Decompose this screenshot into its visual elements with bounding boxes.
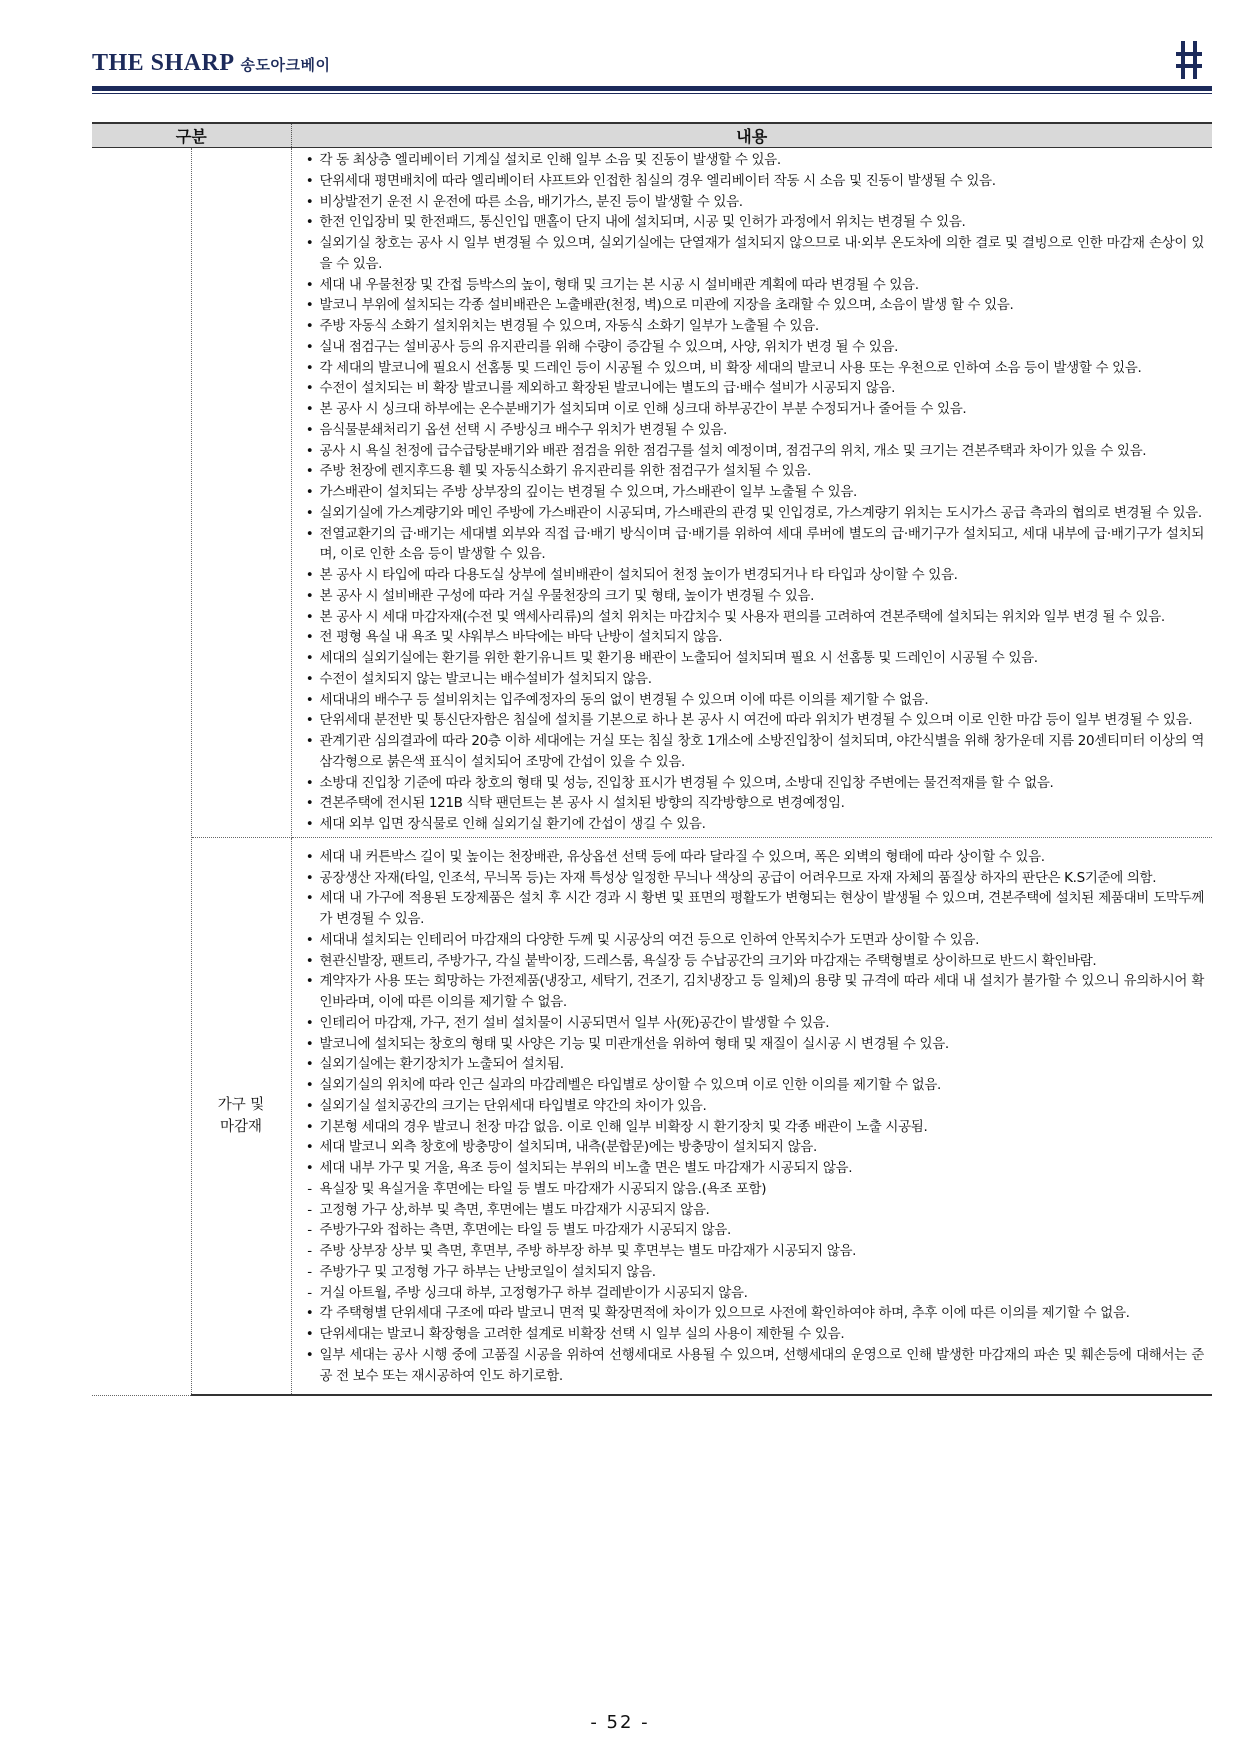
item-text: 세대 내부 가구 및 거울, 욕조 등이 설치되는 부위의 비노출 면은 별도 마감재가 시공되지 않음.: [319, 1160, 853, 1176]
list-item: [302, 1137, 1205, 1158]
sub-list-item: [302, 1220, 1205, 1241]
bullet-marker: •: [305, 1160, 314, 1176]
sub-list-item: [302, 1283, 1205, 1304]
list-item: [302, 171, 1205, 192]
table-row-section-1: [92, 148, 1212, 838]
item-text: 주방 천장에 렌지후드용 휀 및 자동식소화기 유지관리를 위한 점검구가 설치될 수 있음.: [319, 463, 811, 480]
list-item: [302, 503, 1205, 524]
bullet-marker: •: [305, 297, 314, 314]
list-item: [302, 1324, 1205, 1345]
item-text: 세대의 실외기실에는 환기를 위한 환기유니트 및 환기용 배관이 노출되어 설치되며 필요 시 선홈통 및 드레인이 시공될 수 있음.: [319, 650, 1038, 666]
page-number: - 52 -: [590, 1712, 650, 1733]
bullet-marker: •: [305, 484, 314, 500]
bullet-marker: •: [305, 952, 314, 969]
item-text: 단위세대 분전반 및 통신단자함은 침실에 설치를 기본으로 하나 본 공사 시 여건에 따라 위치가 변경될 수 있으며 이로 인한 마감 등이 일부 변경될 수 있음.: [319, 712, 1193, 729]
list-item: [302, 441, 1205, 462]
bullet-marker: •: [305, 567, 314, 583]
list-item: [302, 482, 1205, 503]
list-item: [302, 1075, 1205, 1096]
item-text: 관계기관 심의결과에 따라 20층 이하 세대에는 거실 또는 침실 창호 1개소에 소방진입창이 설치되며, 야간식별을 위해 창가운데 지름 20센티미터 이상의 역삼각형으로 붉은색 표식이 설치되어 조망에 간섭이 있을 수 있음.: [319, 733, 1205, 770]
subcategory-label: 가구 및 마감재: [217, 1097, 265, 1135]
bullet-marker: •: [305, 172, 314, 189]
list-item: [302, 648, 1205, 669]
item-text: 세대 발코니 외측 창호에 방충망이 설치되며, 내측(분합문)에는 방충망이 설치되지 않음.: [319, 1139, 817, 1156]
item-text: 발코니 부위에 설치되는 각종 설비배관은 노출배관(천정, 벽)으로 미관에 지장을 초래할 수 있으며, 소음이 발생 할 수 있음.: [319, 297, 1014, 314]
item-text: 주방가구와 접하는 측면, 후면에는 타일 등 별도 마감재가 시공되지 않음.: [319, 1222, 731, 1239]
bullet-marker: •: [305, 442, 314, 459]
page-header: [92, 38, 1220, 90]
bullet-marker: •: [305, 318, 314, 334]
bullet-marker: •: [305, 691, 314, 708]
header-rule-thin: [92, 93, 1212, 94]
bullet-marker: •: [305, 359, 314, 376]
brand-name: THE SHARP: [92, 50, 235, 76]
bullet-marker: •: [305, 629, 314, 646]
item-text: 수전이 설치되지 않는 발코니는 배수설비가 설치되지 않음.: [319, 670, 652, 687]
bullet-marker: •: [305, 931, 314, 948]
bullet-marker: •: [305, 848, 314, 865]
item-text: 발코니에 설치되는 창호의 형태 및 사양은 기능 및 미관개선을 위하여 형태 및 재질이 실시공 시 변경될 수 있음.: [319, 1035, 949, 1052]
brand-logo-text: [92, 50, 330, 77]
list-item: [302, 1117, 1205, 1138]
item-text: 주방 자동식 소화기 설치위치는 변경될 수 있으며, 자동식 소화기 일부가 노출될 수 있음.: [319, 318, 819, 334]
dash-marker: -: [307, 1180, 312, 1197]
bullet-marker: •: [305, 421, 314, 438]
item-text: 실외기실 창호는 공사 시 일부 변경될 수 있으며, 실외기실에는 단열재가 설치되지 않으므로 내·외부 온도차에 의한 결로 및 결빙으로 인한 마감재 손상이 있을 수 있음.: [319, 235, 1205, 272]
list-item: [302, 793, 1205, 814]
list-item: [302, 524, 1205, 566]
bullet-marker: •: [305, 712, 314, 729]
item-text: 주방 상부장 상부 및 측면, 후면부, 주방 하부장 하부 및 후면부는 별도 마감재가 시공되지 않음.: [319, 1243, 857, 1259]
bullet-marker: •: [305, 587, 314, 604]
list-item: [302, 847, 1205, 868]
bullet-marker: •: [305, 890, 314, 907]
bullet-marker: •: [305, 795, 314, 812]
list-item: [302, 358, 1205, 379]
list-item: [302, 1158, 1205, 1179]
bullet-marker: •: [305, 235, 314, 251]
bullet-marker: •: [305, 1118, 314, 1135]
item-text: 실외기실에 가스계량기와 메인 주방에 가스배관이 시공되며, 가스배관의 관경 및 인입경로, 가스계량기 위치는 도시가스 공급 측과의 협의로 변경될 수 있음.: [319, 504, 1202, 521]
bullet-marker: •: [305, 1305, 314, 1322]
list-item: [302, 233, 1205, 275]
item-list: [292, 838, 1213, 1395]
bullet-marker: •: [305, 816, 314, 832]
dash-marker: -: [307, 1201, 312, 1218]
bullet-marker: •: [305, 1346, 314, 1363]
item-text: 각 주택형별 단위세대 구조에 따라 발코니 면적 및 확장면적에 차이가 있으므로 사전에 확인하여야 하며, 추후 이에 따른 이의를 제기할 수 없음.: [319, 1305, 1130, 1322]
item-text: 공사 시 욕실 천정에 급수급탕분배기와 배관 점검을 위한 점검구를 설치 예정이며, 점검구의 위치, 개소 및 크기는 견본주택과 차이가 있을 수 있음.: [319, 442, 1147, 459]
item-text: 실외기실 설치공간의 크기는 단위세대 타입별로 약간의 차이가 있음.: [319, 1097, 707, 1114]
item-text: 세대내 설치되는 인테리어 마감재의 다양한 두께 및 시공상의 여건 등으로 인하여 안목치수가 도면과 상이할 수 있음.: [319, 931, 980, 948]
list-item: [302, 773, 1205, 794]
subcategory-cell-2: [191, 837, 291, 1395]
bullet-marker: •: [305, 1326, 314, 1342]
bullet-marker: •: [305, 276, 314, 293]
bullet-marker: •: [305, 380, 314, 397]
item-text: 가스배관이 설치되는 주방 상부장의 깊이는 변경될 수 있으며, 가스배관이 일부 노출될 수 있음.: [319, 484, 857, 500]
list-item: [302, 1054, 1205, 1075]
bullet-marker: •: [305, 1014, 314, 1031]
item-text: 전 평형 욕실 내 욕조 및 샤워부스 바닥에는 바닥 난방이 설치되지 않음.: [319, 629, 723, 646]
list-item: [302, 275, 1205, 296]
list-item: [302, 1013, 1205, 1034]
item-text: 거실 아트월, 주방 싱크대 하부, 고정형가구 하부 걸레받이가 시공되지 않음.: [319, 1284, 748, 1301]
item-text: 고정형 가구 상,하부 및 측면, 후면에는 별도 마감재가 시공되지 않음.: [319, 1201, 710, 1218]
item-text: 공장생산 자재(타일, 인조석, 무늬목 등)는 자재 특성상 일정한 무늬나 색상의 공급이 어려우므로 자재 자체의 품질상 하자의 판단은 K.S기준에 의함.: [319, 869, 1157, 886]
list-item: [302, 316, 1205, 337]
item-text: 일부 세대는 공사 시행 중에 고품질 시공을 위하여 선행세대로 사용될 수 있으며, 선행세대의 운영으로 인해 발생한 마감재의 파손 및 훼손등에 대해서는 준공 전 보수 또는 재시공하여 인도 하기로함.: [319, 1346, 1205, 1384]
list-item: [302, 888, 1205, 930]
list-item: [302, 690, 1205, 711]
item-text: 견본주택에 전시된 121B 식탁 팬던트는 본 공사 시 설치된 방향의 직각방향으로 변경예정임.: [319, 795, 845, 812]
bullet-marker: •: [305, 152, 314, 168]
list-item: [302, 1345, 1205, 1387]
bullet-marker: •: [305, 973, 314, 990]
bullet-marker: •: [305, 401, 314, 417]
dash-marker: -: [307, 1222, 312, 1239]
bullet-marker: •: [305, 869, 314, 886]
sub-list-item: [302, 1179, 1205, 1200]
bullet-marker: •: [305, 193, 314, 210]
dash-marker: -: [307, 1284, 312, 1301]
header-content: 내용: [291, 123, 1212, 148]
bullet-marker: •: [305, 1035, 314, 1052]
list-item: [302, 378, 1205, 399]
item-text: 세대 내 가구에 적용된 도장제품은 설치 후 시간 경과 시 황변 및 표면의 평활도가 변형되는 현상이 발생될 수 있으며, 견본주택에 설치된 제품대비 도막두께가 변경될 수 있음.: [319, 890, 1205, 927]
list-item: [302, 399, 1205, 420]
list-item: [302, 731, 1205, 773]
item-text: 본 공사 시 타입에 따라 다용도실 상부에 설비배관이 설치되어 천정 높이가 변경되거나 타 타입과 상이할 수 있음.: [319, 567, 958, 583]
list-item: [302, 1096, 1205, 1117]
bullet-marker: •: [305, 733, 314, 749]
sharp-logo-icon: [1162, 32, 1216, 88]
list-item: [302, 607, 1205, 628]
item-list: [292, 148, 1213, 837]
item-text: 본 공사 시 설비배관 구성에 따라 거실 우물천장의 크기 및 형태, 높이가 변경될 수 있음.: [319, 587, 815, 604]
bullet-marker: •: [305, 774, 314, 791]
brand-subtitle: 송도아크베이: [240, 56, 331, 74]
list-item: [302, 420, 1205, 441]
list-item: [302, 192, 1205, 213]
list-item: [302, 669, 1205, 690]
subcategory-cell-1: [191, 148, 291, 838]
bullet-marker: •: [305, 1056, 314, 1073]
content-cell-1: [291, 148, 1212, 838]
header-rule: [92, 86, 1212, 91]
sub-list-item: [302, 1262, 1205, 1283]
table-header-row: [92, 123, 1212, 148]
item-text: 세대 내 커튼박스 길이 및 높이는 천장배관, 유상옵션 선택 등에 따라 달라질 수 있으며, 폭은 외벽의 형태에 따라 상이할 수 있음.: [319, 848, 1045, 865]
item-text: 세대 외부 입면 장식물로 인해 실외기실 환기에 간섭이 생길 수 있음.: [319, 816, 706, 832]
list-item: [302, 295, 1205, 316]
item-text: 실외기실의 위치에 따라 인근 실과의 마감레벨은 타입별로 상이할 수 있으며 이로 인한 이의를 제기할 수 없음.: [319, 1077, 941, 1093]
bullet-marker: •: [305, 338, 314, 355]
item-text: 단위세대는 발코니 확장형을 고려한 설계로 비확장 선택 시 일부 실의 사용이 제한될 수 있음.: [319, 1326, 845, 1342]
item-text: 비상발전기 운전 시 운전에 따른 소음, 배기가스, 분진 등이 발생할 수 있음.: [319, 193, 743, 210]
bullet-marker: •: [305, 650, 314, 666]
item-text: 단위세대 평면배치에 따라 엘리베이터 샤프트와 인접한 침실의 경우 엘리베이터 작동 시 소음 및 진동이 발생될 수 있음.: [319, 172, 996, 189]
list-item: [302, 951, 1205, 972]
item-text: 세대 내 우물천장 및 간접 등박스의 높이, 형태 및 크기는 본 시공 시 설비배관 계획에 따라 변경될 수 있음.: [319, 276, 919, 293]
dash-marker: -: [307, 1243, 312, 1259]
bullet-marker: •: [305, 1077, 314, 1093]
list-item: [302, 586, 1205, 607]
item-text: 실외기실에는 환기장치가 노출되어 설치됨.: [319, 1056, 564, 1073]
notice-table: [92, 122, 1212, 1396]
list-item: [302, 710, 1205, 731]
list-item: [302, 212, 1205, 233]
list-item: [302, 461, 1205, 482]
list-item: [302, 868, 1205, 889]
sub-list-item: [302, 1200, 1205, 1221]
list-item: [302, 627, 1205, 648]
item-text: 기본형 세대의 경우 발코니 천장 마감 없음. 이로 인해 일부 비확장 시 환기장치 및 각종 배관이 노출 시공됨.: [319, 1118, 928, 1135]
item-text: 전열교환기의 급·배기는 세대별 외부와 직접 급·배기 방식이며 급·배기를 위하여 세대 루버에 별도의 급·배기구가 설치되고, 세대 내부에 급·배기구가 설치되며, 이로 인한 소음 등이 발생할 수 있음.: [319, 525, 1205, 563]
item-text: 한전 인입장비 및 한전패드, 통신인입 맨홀이 단지 내에 설치되며, 시공 및 인허가 과정에서 위치는 변경될 수 있음.: [319, 214, 966, 231]
bullet-marker: •: [305, 1097, 314, 1114]
list-item: [302, 150, 1205, 171]
item-text: 본 공사 시 싱크대 하부에는 온수분배기가 설치되며 이로 인해 싱크대 하부공간이 부분 수정되거나 줄어들 수 있음.: [319, 401, 967, 417]
item-text: 주방가구 및 고정형 가구 하부는 난방코일이 설치되지 않음.: [319, 1263, 656, 1280]
item-text: 실내 점검구는 설비공사 등의 유지관리를 위해 수량이 증감될 수 있으며, 사양, 위치가 변경 될 수 있음.: [319, 338, 899, 355]
bullet-marker: •: [305, 504, 314, 521]
bullet-marker: •: [305, 608, 314, 625]
list-item: [302, 337, 1205, 358]
list-item: [302, 1303, 1205, 1324]
item-text: 수전이 설치되는 비 확장 발코니를 제외하고 확장된 발코니에는 별도의 급·배수 설비가 시공되지 않음.: [319, 380, 896, 397]
dash-marker: -: [307, 1263, 312, 1280]
item-text: 욕실장 및 욕실거울 후면에는 타일 등 별도 마감재가 시공되지 않음.(욕조 포함): [319, 1180, 767, 1197]
item-text: 각 세대의 발코니에 필요시 선홈통 및 드레인 등이 시공될 수 있으며, 비 확장 세대의 발코니 사용 또는 우천으로 인하여 소음 등이 발생할 수 있음.: [319, 359, 1142, 376]
list-item: [302, 814, 1205, 835]
bullet-marker: •: [305, 463, 314, 480]
item-text: 본 공사 시 세대 마감자재(수전 및 액세사리류)의 설치 위치는 마감치수 및 사용자 편의를 고려하여 견본주택에 설치되는 위치와 일부 변경 될 수 있음.: [319, 608, 1165, 625]
table-row-section-2: [92, 837, 1212, 1395]
item-text: 인테리어 마감재, 가구, 전기 설비 설치물이 시공되면서 일부 사(死)공간이 발생할 수 있음.: [319, 1014, 830, 1031]
item-text: 세대내의 배수구 등 설비위치는 입주예정자의 동의 없이 변경될 수 있으며 이에 따른 이의를 제기할 수 없음.: [319, 691, 929, 708]
list-item: [302, 1034, 1205, 1055]
item-text: 현관신발장, 팬트리, 주방가구, 각실 붙박이장, 드레스룸, 욕실장 등 수납공간의 크기와 마감재는 주택형별로 상이하므로 반드시 확인바람.: [319, 952, 1097, 969]
list-item: [302, 930, 1205, 951]
bullet-marker: •: [305, 214, 314, 231]
category-group-cell: [92, 148, 191, 1396]
item-text: 소방대 진입창 기준에 따라 창호의 형태 및 성능, 진입창 표시가 변경될 수 있으며, 소방대 진입창 주변에는 물건적재를 할 수 없음.: [319, 774, 1054, 791]
bullet-marker: •: [305, 1139, 314, 1156]
header-category: 구분: [92, 123, 291, 148]
list-item: [302, 971, 1205, 1013]
sub-list-item: [302, 1241, 1205, 1262]
list-item: [302, 565, 1205, 586]
bullet-marker: •: [305, 525, 314, 542]
item-text: 계약자가 사용 또는 희망하는 가전제품(냉장고, 세탁기, 건조기, 김치냉장고 등 일체)의 용량 및 규격에 따라 세대 내 설치가 불가할 수 있으니 유의하시어 확인바라며, 이에 따른 이의를 제기할 수 없음.: [319, 973, 1205, 1010]
item-text: 음식물분쇄처리기 옵션 선택 시 주방싱크 배수구 위치가 변경될 수 있음.: [319, 421, 727, 438]
bullet-marker: •: [305, 670, 314, 687]
content-cell-2: [291, 837, 1212, 1395]
item-text: 각 동 최상층 엘리베이터 기계실 설치로 인해 일부 소음 및 진동이 발생할 수 있음.: [319, 152, 781, 168]
